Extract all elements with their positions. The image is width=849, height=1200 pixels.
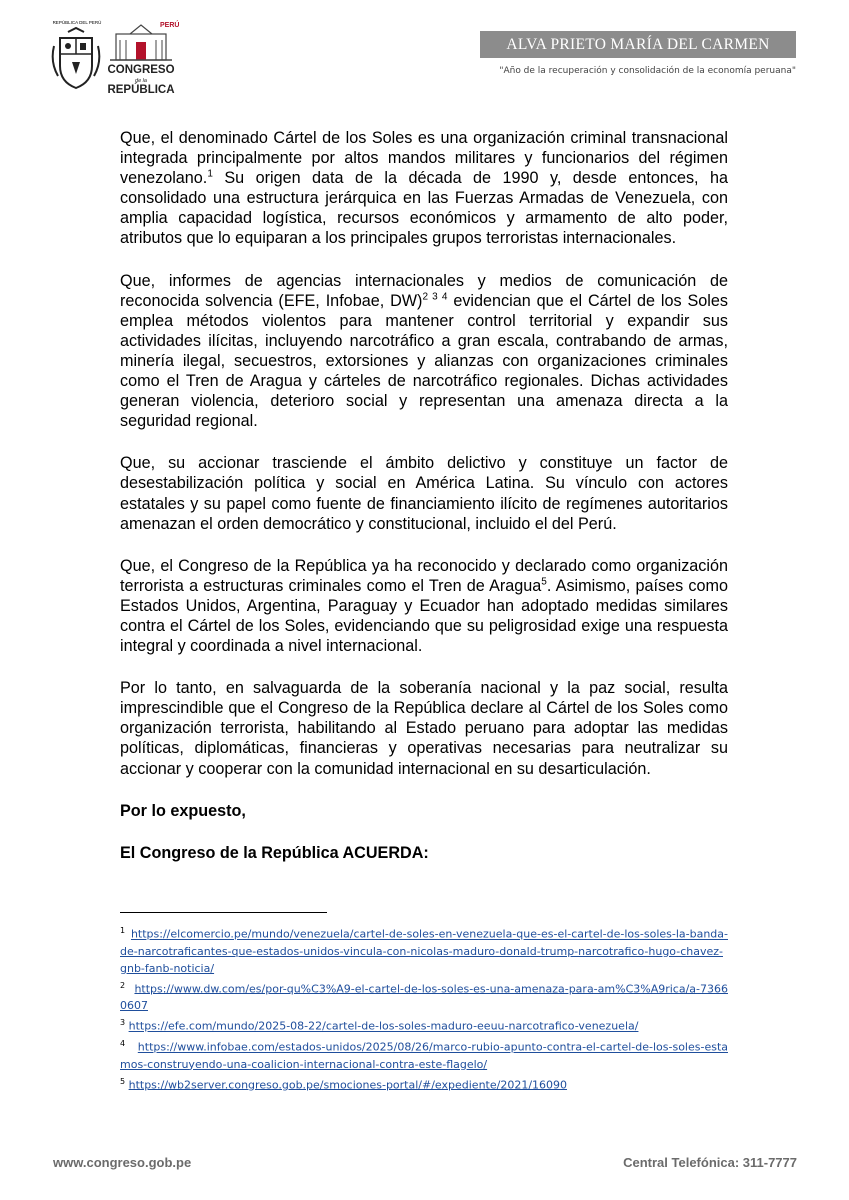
- paragraph-text: Que, el Congreso de la República ya ha reconocido y declarado como organización terrorista a estructuras criminales como el Tren de Aragua: [120, 556, 728, 595]
- footnote-link[interactable]: https://www.dw.com/es/por-qu%C3%A9-el-cartel-de-los-soles-es-una-amenaza-para-am%C3%A9rica/a-73660607: [120, 982, 728, 1013]
- logo-republica-text: REPÚBLICA: [107, 84, 175, 96]
- footnote-1: [120, 922, 728, 977]
- header-logos: [50, 20, 180, 100]
- year-motto: "Año de la recuperación y consolidación de la economía peruana": [499, 66, 796, 76]
- coat-of-arms-icon: [50, 26, 102, 92]
- author-name-banner: ALVA PRIETO MARÍA DEL CARMEN: [480, 31, 796, 58]
- footnote-ref[interactable]: 1: [207, 168, 213, 180]
- footnote-ref[interactable]: 5: [541, 576, 547, 588]
- footnote-number: 2: [120, 980, 126, 990]
- paragraph-3: [120, 453, 728, 533]
- footnote-link[interactable]: https://www.infobae.com/estados-unidos/2025/08/26/marco-rubio-apunto-contra-el-cartel-de-los-soles-estamos-construyendo-una-coalicion-internacional-contra-este-flagelo/: [120, 1040, 728, 1071]
- paragraph-2: [120, 271, 728, 432]
- paragraph-text: . Asimismo, países como Estados Unidos, Argentina, Paraguay y Ecuador han adoptado medidas similares contra el Cártel de los Soles, evidenciando que su peligrosidad exige una respuesta integral y coordinada a nivel internacional.: [120, 576, 728, 656]
- footer-website: www.congreso.gob.pe: [53, 1155, 192, 1170]
- paragraph-1: [120, 128, 728, 249]
- footer-phone: Central Telefónica: 311-7777: [623, 1155, 797, 1170]
- footnote-2: [120, 977, 728, 1015]
- logo-peru-label: PERÚ: [160, 22, 180, 29]
- shield-caption: REPÚBLICA DEL PERÚ: [52, 20, 102, 25]
- paragraph-text: Que, informes de agencias internacionales y medios de comunicación de reconocida solvencia (EFE, Infobae, DW): [120, 271, 728, 310]
- footnote-ref[interactable]: 2 3 4: [422, 291, 448, 303]
- footnote-3: [120, 1014, 728, 1035]
- footnote-link[interactable]: https://wb2server.congreso.gob.pe/smociones-portal/#/expediente/2021/16090: [128, 1078, 568, 1092]
- footnote-divider: [120, 912, 327, 913]
- congreso-logo: [102, 20, 180, 100]
- footnote-number: 1: [120, 926, 126, 935]
- document-body: [120, 128, 728, 885]
- logo-de-la-text: de la: [135, 78, 147, 84]
- footnote-5: [120, 1073, 728, 1094]
- paragraph-text: evidencian que el Cártel de los Soles emplea métodos violentos para mantener control territorial y expandir sus actividades ilícitas, incluyendo narcotráfico a gran escala, contrabando de armas, minería ilegal, secuestros, extorsiones y alianzas con organizaciones criminales como el Tren de Aragua y cárteles de narcotráfico regionales. Dichas actividades generan violencia, deterioro social y representan una amenaza directa a la seguridad regional.: [120, 291, 728, 431]
- paragraph-text: Su origen data de la década de 1990 y, desde entonces, ha consolidado una estructura jerárquica en las Fuerzas Armadas de Venezuela, con amplia capacidad logística, recursos económicos y armamento de alto poder, atributos que lo equiparan a los principales grupos terroristas internacionales.: [120, 169, 728, 248]
- por-lo-expuesto-heading: Por lo expuesto,: [120, 801, 246, 820]
- logo-congreso-text: CONGRESO: [107, 64, 175, 76]
- footnote-4: [120, 1035, 728, 1073]
- footnote-number: 3: [120, 1018, 126, 1028]
- footnote-link[interactable]: https://elcomercio.pe/mundo/venezuela/cartel-de-soles-en-venezuela-que-es-el-cartel-de-los-soles-la-banda-de-narcotraficantes-que-estados-unidos-vincula-con-nicolas-maduro-donald-trump-narcotrafico-hugo-chavez-gnb-fanb-noticia/: [120, 927, 728, 975]
- paragraph-text: Por lo tanto, en salvaguarda de la soberanía nacional y la paz social, resulta imprescindible que el Congreso de la República declare al Cártel de los Soles como organización terrorista, habilitando al Estado peruano para adoptar las medidas políticas, diplomáticas, financieras y operativas necesarias para neutralizar su accionar y cooperar con la comunidad internacional en su desarticulación.: [120, 679, 728, 778]
- paragraph-text: Que, su accionar trasciende el ámbito delictivo y constituye un factor de desestabilización política y social en América Latina. Su vínculo con actores estatales y su papel como fuente de financiamiento ilícito de regímenes autoritarios amenazan el orden democrático y constitucional, incluido el del Perú.: [120, 454, 728, 533]
- paragraph-4: [120, 556, 728, 656]
- footnote-link[interactable]: https://efe.com/mundo/2025-08-22/cartel-de-los-soles-maduro-eeuu-narcotrafico-venezuela/: [128, 1019, 639, 1033]
- paragraph-5: [120, 678, 728, 778]
- acuerda-heading: El Congreso de la República ACUERDA:: [120, 843, 429, 862]
- footnotes: [120, 922, 728, 1093]
- footnote-number: 4: [120, 1038, 126, 1048]
- paragraph-text: Que, el denominado Cártel de los Soles es una organización criminal transnacional integrada principalmente por altos mandos militares y funcionarios del régimen venezolano.: [120, 129, 728, 188]
- footnote-number: 5: [120, 1076, 126, 1086]
